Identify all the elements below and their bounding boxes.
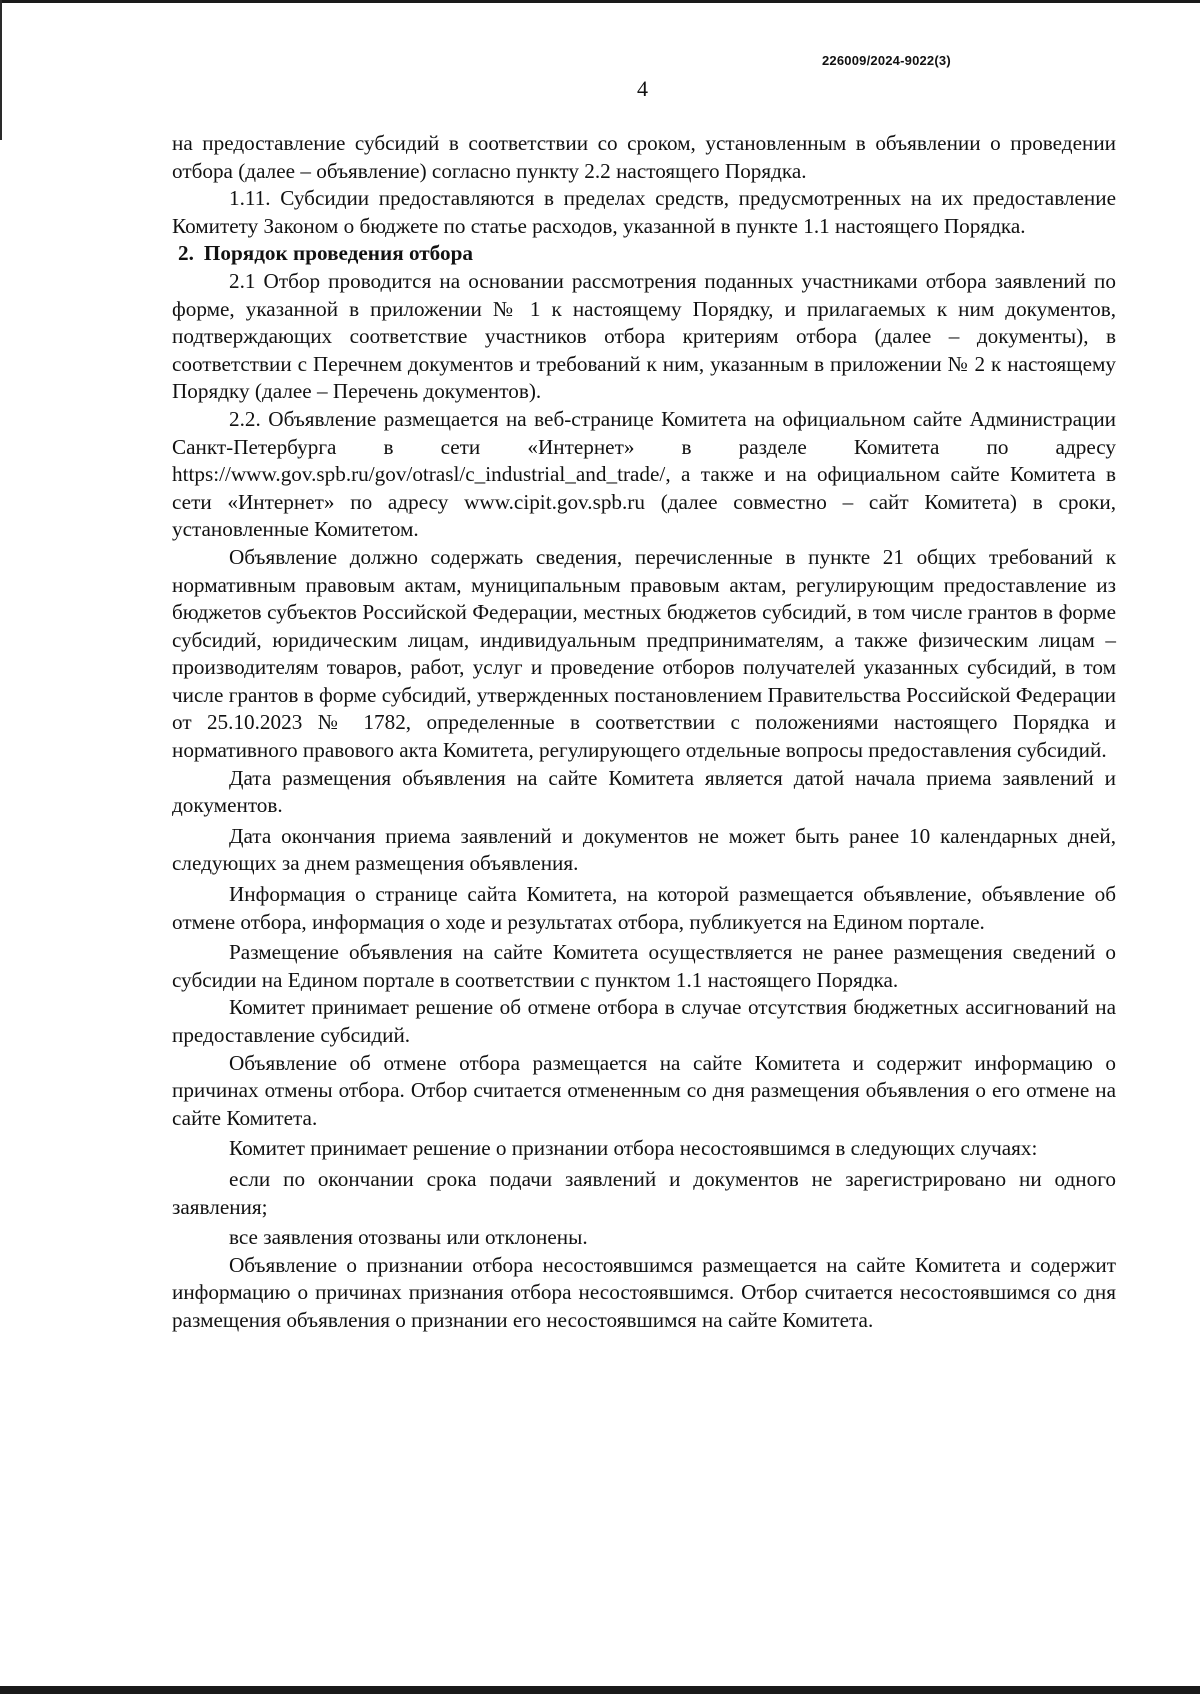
section-title: Порядок проведения отбора: [203, 241, 473, 266]
scan-edge-top: [0, 0, 1200, 3]
paragraph: Объявление об отмене отбора размещается на сайте Комитета и содержит информацию о причинах отмены отбора. Отбор считается отмененным со дня размещения объявления о его отмене на сайте Комитета.: [172, 1050, 1116, 1130]
paragraph: Дата окончания приема заявлений и документов не может быть ранее 10 календарных дней, следующих за днем размещения объявления.: [172, 823, 1116, 876]
paragraph: если по окончании срока подачи заявлений и документов не зарегистрировано ни одного заявления;: [172, 1166, 1116, 1219]
paragraph: Дата размещения объявления на сайте Комитета является датой начала приема заявлений и документов.: [172, 765, 1116, 818]
document-body: [172, 130, 1116, 1335]
section-number: 2.: [178, 241, 194, 266]
page-number: 4: [637, 76, 648, 101]
paragraph: Объявление о признании отбора несостоявшимся размещается на сайте Комитета и содержит информацию о причинах признания отбора несостоявшимся. Отбор считается несостоявшимся со дня размещения объявления о признании его несостоявшимся на сайте Комитета.: [172, 1252, 1116, 1332]
paragraph: все заявления отозваны или отклонены.: [229, 1225, 588, 1250]
section-heading: [172, 240, 1116, 268]
paragraph-1-11: 1.11. Субсидии предоставляются в пределах средств, предусмотренных на их предоставление Комитету Законом о бюджете по статье расходов, указанной в пункте 1.1 настоящего Порядка.: [172, 186, 1116, 238]
paragraph-continuation: на предоставление субсидий в соответствии со сроком, установленным в объявлении о проведении отбора (далее – объявление) согласно пункту 2.2 настоящего Порядка.: [172, 131, 1116, 183]
paragraph: Информация о странице сайта Комитета, на которой размещается объявление, объявление об отмене отбора, информация о ходе и результатах отбора, публикуется на Едином портале.: [172, 882, 1116, 934]
paragraph: Размещение объявления на сайте Комитета осуществляется не ранее размещения сведений о субсидии на Едином портале в соответствии с пунктом 1.1 настоящего Порядка.: [172, 940, 1116, 992]
document-number: 226009/2024-9022(3): [822, 53, 951, 68]
paragraph-2-1: 2.1 Отбор проводится на основании рассмотрения поданных участниками отбора заявлений по форме, указанной в приложении № 1 к настоящему Порядку, и прилагаемых к ним документов, подтверждающих соответствие участников отбора критериям отбора (далее – документы), в соответствии с Перечнем документов и требований к ним, указанным в приложении № 2 к настоящему Порядку (далее – Перечень документов).: [172, 268, 1116, 404]
paragraph-2-2: 2.2. Объявление размещается на веб-странице Комитета на официальном сайте Администрации Санкт-Петербурга в сети «Интернет» в разделе Комитета по адресу https://www.gov.spb.ru/gov/otrasl/c_industrial_and_trade/, а также и на официальном сайте Комитета в сети «Интернет» по адресу www.cipit.gov.spb.ru (далее совместно – сайт Комитета) в сроки, установленные Комитетом.: [172, 406, 1116, 542]
paragraph: Комитет принимает решение о признании отбора несостоявшимся в следующих случаях:: [229, 1136, 1038, 1161]
scan-edge-left: [0, 0, 2, 140]
scan-edge-bottom: [0, 1686, 1200, 1694]
paragraph: Комитет принимает решение об отмене отбора в случае отсутствия бюджетных ассигнований на предоставление субсидий.: [172, 995, 1116, 1047]
paragraph: Объявление должно содержать сведения, перечисленные в пункте 21 общих требований к нормативным правовым актам, муниципальным правовым актам, регулирующим предоставление из бюджетов субъектов Российской Федерации, местных бюджетов субсидий, в том числе грантов в форме субсидий, юридическим лицам, индивидуальным предпринимателям, а также физическим лицам – производителям товаров, работ, услуг и проведение отборов получателей указанных субсидий, в том числе грантов в форме субсидий, утвержденных постановлением Правительства Российской Федерации от 25.10.2023 № 1782, определенные в соответствии с положениями настоящего Порядка и нормативного правового акта Комитета, регулирующего отдельные вопросы предоставления субсидий.: [172, 544, 1116, 763]
